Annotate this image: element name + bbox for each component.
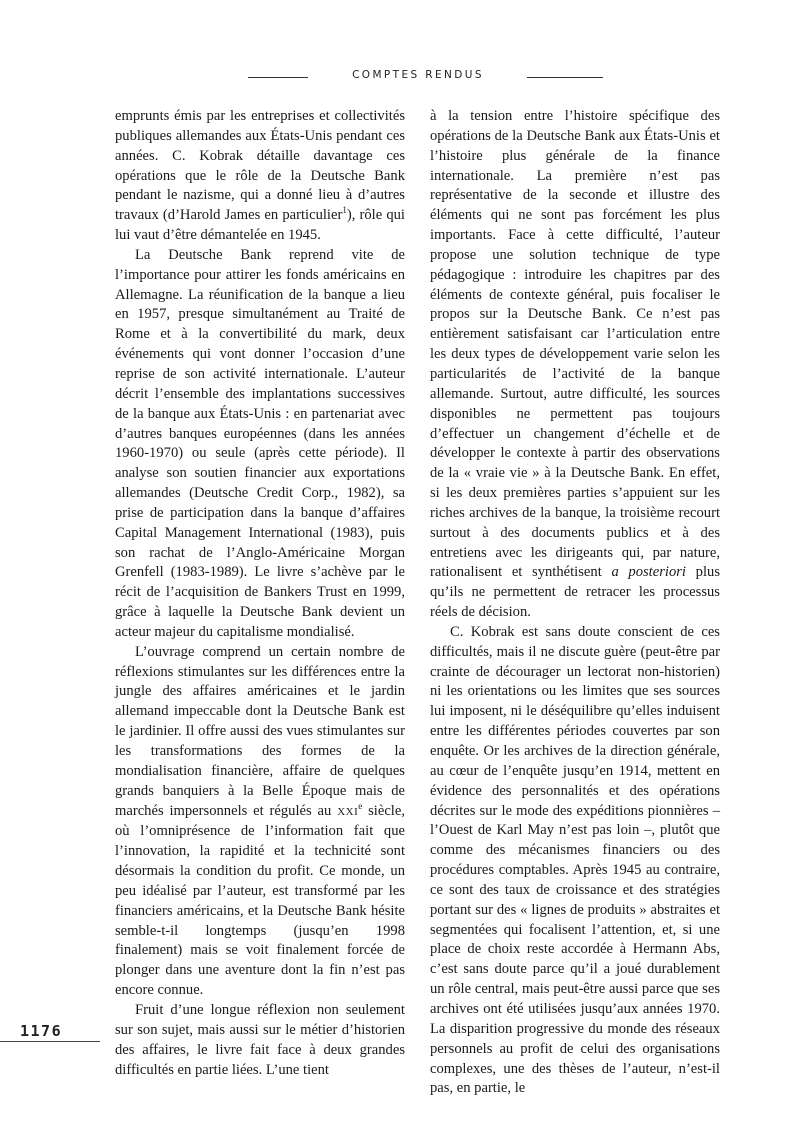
paragraph-continuation	[115, 107, 405, 246]
running-head-title: COMPTES RENDUS	[352, 69, 484, 81]
right-text-column	[430, 107, 720, 1099]
paragraph-text: emprunts émis par les entreprises et collectivités publiques allemandes aux États-Unis pendant ces années. C. Kobrak détaille davantage ces opérations que le rôle de la Deutsche Bank pendant le nazisme, qui a donné lieu à d’autres travaux (d’Harold James en particulier	[115, 108, 405, 224]
header-rule-left	[248, 77, 308, 78]
italic-phrase: a posteriori	[611, 564, 686, 581]
paragraph: Fruit d’une longue réflexion non seulement sur son sujet, mais aussi sur le métier d’historien des affaires, le livre fait face à deux grandes difficultés en partie liées. L’une tient	[115, 1001, 405, 1078]
page-number-rule	[0, 1041, 100, 1042]
running-head	[0, 68, 800, 88]
footnote-reference[interactable]: 1	[342, 205, 347, 216]
paragraph-continuation	[430, 107, 720, 623]
century-superscript: e	[358, 800, 363, 811]
century-numeral: XXI	[337, 805, 359, 818]
header-rule-right	[527, 77, 603, 78]
paragraph: La Deutsche Bank reprend vite de l’importance pour attirer les fonds américains en Allemagne. La réunification de la banque a lieu en 1957, presque simultanément au Traité de Rome et à la convertibilité du mark, deux événements qui vont donner l’occasion d’une reprise de son activité internationale. L’auteur décrit l’ensemble des implantations successives de la banque aux États-Unis : en partenariat avec d’autres banques européennes (dans les années 1960-1970) ou seule (après cette période). Il analyse son soutien financier aux exportations allemandes (Deutsche Credit Corp., 1982), sa prise de participation dans la banque d’affaires Capital Management International (1983), puis son rachat de l’Anglo-Américaine Morgan Grenfell (1983-1989). Le livre s’achève par le récit de l’acquisition de Bankers Trust en 1999, grâce à laquelle la Deutsche Bank devient un acteur majeur du capitalisme mondialisé.	[115, 246, 405, 640]
paragraph	[115, 643, 405, 1001]
paragraph-text: siècle, où l’omniprésence de l’information fait que l’innovation, la rapidité et la technicité sont désormais la condition du profit. Ce monde, un peu idéalisé par l’auteur, est transformé par les financiers américains, et la Deutsche Bank hésite semble-t-il longtemps (jusqu’en 1998 finalement) mais se voit finalement forcée de plonger dans une aventure dont la fin n’est pas encore connue.	[115, 802, 405, 999]
paragraph-text: à la tension entre l’histoire spécifique des opérations de la Deutsche Bank aux États-Unis et l’histoire plus générale de la finance internationale. La première n’est pas représentative de la seconde et illustre des éléments qui ne sont pas forcément les plus importants. Face à cette difficulté, l’auteur propose une solution technique de type pédagogique : introduire les chapitres par des éléments de contexte général, puis focaliser le propos sur la Deutsche Bank. Ce n’est pas entièrement satisfaisant car l’articulation entre les deux types de développement varie selon les particularités de l’activité de la banque allemande. Surtout, autre difficulté, les sources disponibles ne permettent pas toujours d’effectuer un changement d’échelle et de développer le contexte à partir des observations de la « vraie vie » à la Deutsche Bank. En effet, si les deux premières parties s’appuient sur les riches archives de la banque, la troisième recourt surtout à des documents publics et à des entretiens avec les dirigeants qui, par nature, rationalisent et synthétisent	[430, 108, 720, 581]
paragraph: C. Kobrak est sans doute conscient de ces difficultés, mais il ne discute guère (peut-être par crainte de décourager un lectorat non-historien) ni les orientations ou les limites que ses sources lui imposent, ni le déséquilibre qu’elles induisent entre les différentes périodes couvertes par son enquête. Or les archives de la direction générale, au cœur de l’enquête jusqu’en 1914, mettent en évidence des personnalités et des opérations décrites sur le mode des expéditions pionnières – l’Ouest de Karl May n’est pas loin –, plutôt que comme des mécanismes financiers ou des procédures comptables. Après 1945 au contraire, ce sont des taux de croissance et des stratégies portant sur des « lignes de produits » abstraites et segmentées qui focalisent l’attention, et, si une place de choix reste accordée à Hermann Abs, c’est sans doute parce qu’il a joué durablement un rôle central, mais peut-être aussi parce que ses archives ont été utilisées jusqu’aux années 1970. La disparition progressive du monde des réseaux personnels au profit de celui des organisations complexes, une des thèses de l’auteur, n’est-il pas, en partie, le	[430, 623, 720, 1097]
paragraph-text: plus qu’ils ne permettent de retracer les processus réels de décision.	[430, 564, 720, 621]
paragraph-text: ), rôle qui lui vaut d’être démantelée en 1945.	[115, 207, 405, 244]
left-text-column	[115, 107, 405, 1080]
paragraph-text: L’ouvrage comprend un certain nombre de réflexions stimulantes sur les différences entre la jungle des affaires américaines et le jardin allemand impeccable dont la Deutsche Bank est le jardinier. Il offre aussi des vues stimulantes sur les transformations des formes de la mondialisation financière, affaire de quelques grands banquiers à la Belle Époque mais de marchés impersonnels et régulés au	[115, 643, 405, 819]
page-number: 1176	[20, 1022, 63, 1040]
